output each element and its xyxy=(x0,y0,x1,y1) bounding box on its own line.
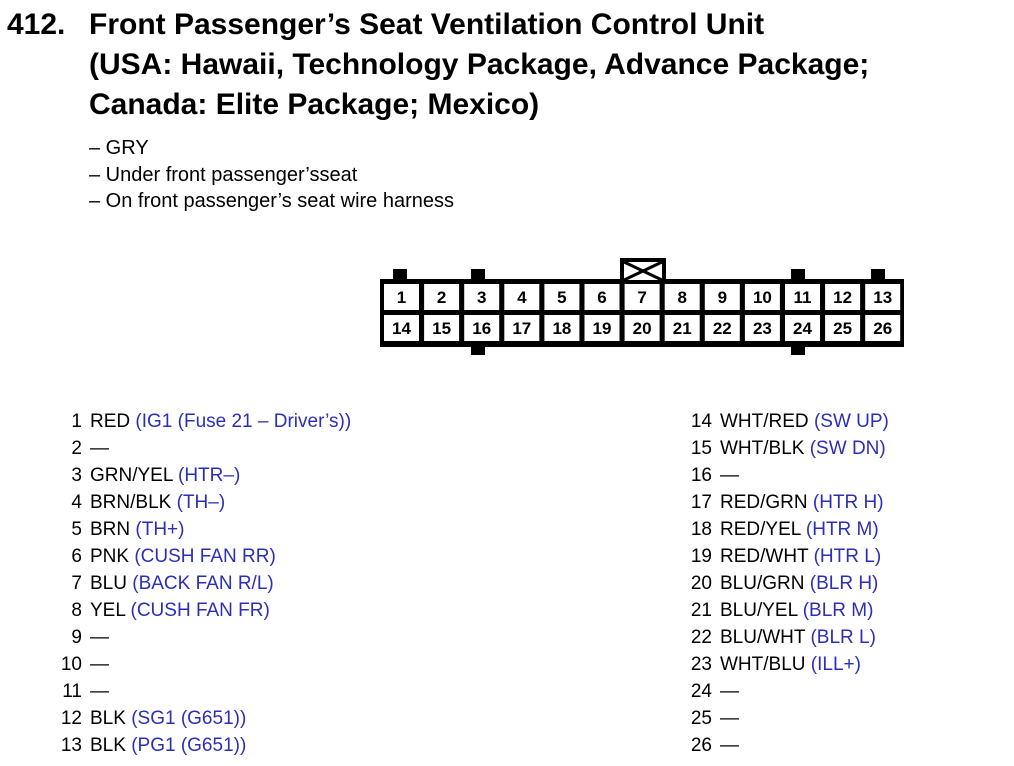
pin-signal: (PG1 (G651)) xyxy=(131,735,247,756)
note-location: – Under front passenger’sseat xyxy=(89,163,358,186)
pin-bottom-label: 25 xyxy=(833,319,853,338)
pin-top-label: 2 xyxy=(436,288,447,307)
pin-number: 4 xyxy=(71,492,82,513)
pin-number: 16 xyxy=(690,465,712,486)
pin-number: 6 xyxy=(71,546,82,567)
pin-number: 15 xyxy=(690,438,712,459)
title-line: Canada: Elite Package; Mexico) xyxy=(89,88,540,121)
pin-signal: (CUSH FAN RR) xyxy=(134,546,276,567)
pin-bottom-label: 22 xyxy=(712,319,732,338)
pin-detail xyxy=(90,489,225,516)
pin-top-label: 7 xyxy=(637,288,647,307)
pin-signal: (BACK FAN R/L) xyxy=(132,573,274,594)
pin-signal: (HTR H) xyxy=(812,492,884,513)
pin-detail xyxy=(90,624,109,651)
pin-detail xyxy=(90,678,109,705)
pin-number: 25 xyxy=(690,708,712,729)
pin-bottom-label: 20 xyxy=(632,319,652,338)
pin-signal: (BLR L) xyxy=(810,627,876,648)
pin-bottom-label: 21 xyxy=(672,319,692,338)
pin-signal: (HTR–) xyxy=(178,465,241,486)
pin-signal: (BLR H) xyxy=(809,573,879,594)
connector-bottom-tab xyxy=(791,345,805,355)
connector-top-tab xyxy=(791,269,805,281)
wire-color: BLK xyxy=(90,708,126,729)
pin-number: 14 xyxy=(690,411,712,432)
connector-notes xyxy=(89,135,454,215)
wire-color: — xyxy=(720,681,739,702)
pin-detail xyxy=(720,408,889,435)
pin-number: 20 xyxy=(690,573,712,594)
pin-top-label: 10 xyxy=(752,288,772,307)
pin-number: 23 xyxy=(690,654,712,675)
pin-bottom-label: 17 xyxy=(512,319,532,338)
pin-detail xyxy=(720,435,886,462)
pin-top-label: 12 xyxy=(833,288,853,307)
pin-bottom-label: 15 xyxy=(432,319,452,338)
pin-number: 10 xyxy=(60,654,82,675)
pin-number: 19 xyxy=(690,546,712,567)
pin-number: 3 xyxy=(71,465,82,486)
connector-top-tab xyxy=(871,269,885,281)
wire-color: RED/GRN xyxy=(720,492,808,513)
pin-number: 1 xyxy=(71,411,82,432)
pin-signal: (ILL+) xyxy=(810,654,861,675)
wire-color: — xyxy=(720,465,739,486)
pin-bottom-label: 14 xyxy=(392,319,411,338)
pin-top-label: 8 xyxy=(677,288,687,307)
pin-signal: (TH+) xyxy=(135,519,185,540)
pin-detail xyxy=(720,651,861,678)
pin-detail xyxy=(720,570,878,597)
pin-signal: (HTR M) xyxy=(805,519,879,540)
connector-diagram xyxy=(370,255,910,360)
pin-signal: (CUSH FAN FR) xyxy=(130,600,270,621)
wire-color: RED/YEL xyxy=(720,519,801,540)
pin-detail xyxy=(90,705,246,732)
pin-top-label: 9 xyxy=(717,288,728,307)
wire-color: RED xyxy=(90,411,131,432)
pin-top-label: 5 xyxy=(557,288,567,307)
page-title xyxy=(89,5,1014,125)
pin-bottom-label: 23 xyxy=(752,319,772,338)
wire-color: WHT/RED xyxy=(720,411,809,432)
pin-detail xyxy=(90,516,184,543)
pin-signal: (SG1 (G651)) xyxy=(131,708,247,729)
wire-color: RED/WHT xyxy=(720,546,809,567)
pin-signal: (SW UP) xyxy=(813,411,889,432)
wire-color: BLU/WHT xyxy=(720,627,806,648)
section-number: 412. xyxy=(7,8,66,41)
pin-number: 9 xyxy=(71,627,82,648)
pin-detail xyxy=(90,543,276,570)
pin-signal: (TH–) xyxy=(176,492,226,513)
pin-signal: (BLR M) xyxy=(802,600,874,621)
pin-detail xyxy=(720,489,884,516)
pin-detail xyxy=(720,543,881,570)
wire-color: WHT/BLK xyxy=(720,438,805,459)
pin-detail xyxy=(720,462,739,489)
pin-signal: (SW DN) xyxy=(809,438,886,459)
title-line: Front Passenger’s Seat Ventilation Control Unit xyxy=(89,8,765,41)
pin-detail xyxy=(720,732,739,759)
note-color: – GRY xyxy=(89,137,149,159)
pin-signal: (IG1 (Fuse 21 – Driver’s)) xyxy=(135,411,352,432)
pin-detail xyxy=(90,435,109,462)
pin-top-label: 6 xyxy=(597,288,607,307)
wire-color: BLU/YEL xyxy=(720,600,798,621)
wire-color: — xyxy=(90,654,109,675)
pin-detail xyxy=(720,624,876,651)
pin-detail xyxy=(90,408,351,435)
pin-number: 8 xyxy=(71,600,82,621)
pin-number: 5 xyxy=(71,519,82,540)
pin-detail xyxy=(90,597,270,624)
pin-number: 7 xyxy=(71,573,82,594)
pin-bottom-label: 16 xyxy=(472,319,492,338)
wire-color: — xyxy=(90,627,109,648)
pin-detail xyxy=(90,570,274,597)
pin-top-label: 11 xyxy=(793,288,812,307)
wire-color: BLU/GRN xyxy=(720,573,805,594)
connector-top-tab xyxy=(393,269,407,281)
pin-number: 2 xyxy=(71,438,82,459)
wire-color: BLU xyxy=(90,573,127,594)
pin-signal: (HTR L) xyxy=(813,546,882,567)
pin-top-label: 13 xyxy=(873,288,893,307)
pin-detail xyxy=(720,516,879,543)
wire-color: — xyxy=(90,681,109,702)
pin-bottom-label: 18 xyxy=(552,319,572,338)
pin-number: 17 xyxy=(690,492,712,513)
pin-detail xyxy=(90,732,246,759)
wire-color: YEL xyxy=(90,600,126,621)
pin-detail xyxy=(90,462,240,489)
wire-color: BRN xyxy=(90,519,131,540)
pin-number: 18 xyxy=(690,519,712,540)
connector-top-tab xyxy=(471,269,485,281)
pin-number: 12 xyxy=(60,708,82,729)
title-line: (USA: Hawaii, Technology Package, Advance Package; xyxy=(89,48,870,81)
wire-color: GRN/YEL xyxy=(90,465,173,486)
pin-detail xyxy=(720,678,739,705)
wire-color: BLK xyxy=(90,735,126,756)
pin-number: 21 xyxy=(690,600,712,621)
note-harness: – On front passenger’s seat wire harness xyxy=(89,190,455,212)
pin-bottom-label: 26 xyxy=(873,319,893,338)
wire-color: — xyxy=(90,438,109,459)
pin-top-label: 3 xyxy=(476,288,487,307)
pin-number: 22 xyxy=(690,627,712,648)
wire-color: — xyxy=(720,735,739,756)
pin-number: 11 xyxy=(62,681,82,702)
pin-detail xyxy=(720,705,739,732)
wire-color: — xyxy=(720,708,739,729)
wire-color: WHT/BLU xyxy=(720,654,806,675)
pin-number: 26 xyxy=(690,735,712,756)
pin-detail xyxy=(90,651,109,678)
pin-number: 13 xyxy=(60,735,82,756)
pin-detail xyxy=(720,597,873,624)
connector-bottom-tab xyxy=(471,345,485,355)
pin-number: 24 xyxy=(690,681,712,702)
pin-bottom-label: 24 xyxy=(793,319,812,338)
pin-top-label: 4 xyxy=(517,288,527,307)
pin-top-label: 1 xyxy=(396,288,407,307)
wire-color: BRN/BLK xyxy=(90,492,172,513)
wire-color: PNK xyxy=(90,546,130,567)
pin-bottom-label: 19 xyxy=(592,319,612,338)
